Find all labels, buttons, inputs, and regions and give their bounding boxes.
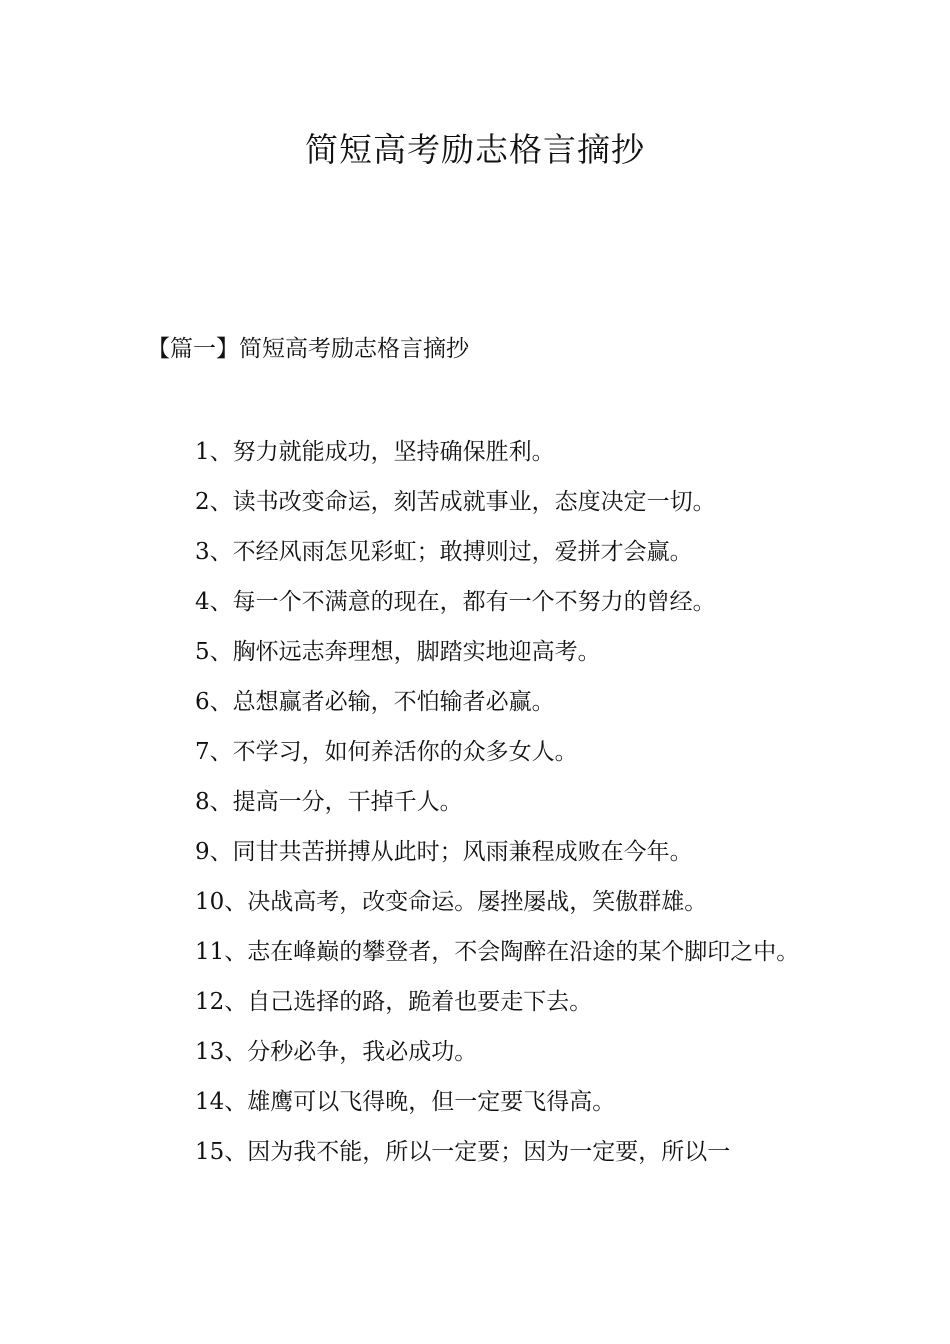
quote-item: 11、志在峰巅的攀登者，不会陶醉在沿途的某个脚印之中。 <box>195 939 800 965</box>
quote-item: 13、分秒必争，我必成功。 <box>195 1039 478 1065</box>
document-title: 简短高考励志格言摘抄 <box>305 130 645 169</box>
quote-item: 7、不学习，如何养活你的众多女人。 <box>195 739 578 765</box>
quote-item: 15、因为我不能，所以一定要；因为一定要，所以一 <box>195 1139 731 1165</box>
quote-item: 4、每一个不满意的现在，都有一个不努力的曾经。 <box>195 589 716 615</box>
quote-item: 2、读书改变命运，刻苦成就事业，态度决定一切。 <box>195 489 716 515</box>
quote-item: 3、不经风雨怎见彩虹；敢搏则过，爱拼才会赢。 <box>195 539 693 565</box>
quote-item: 5、胸怀远志奔理想，脚踏实地迎高考。 <box>195 639 601 665</box>
section-heading: 【篇一】简短高考励志格言摘抄 <box>147 336 469 362</box>
quote-item: 10、决战高考，改变命运。屡挫屡战，笑傲群雄。 <box>195 889 708 915</box>
quote-item: 6、总想赢者必输，不怕输者必赢。 <box>195 689 555 715</box>
quote-item: 1、努力就能成功，坚持确保胜利。 <box>195 439 555 465</box>
quote-item: 8、提高一分，干掉千人。 <box>195 789 463 815</box>
quote-item: 14、雄鹰可以飞得晚，但一定要飞得高。 <box>195 1089 616 1115</box>
quote-list <box>144 427 808 1177</box>
quote-item: 12、自己选择的路，跪着也要走下去。 <box>195 989 593 1015</box>
quote-item: 9、同甘共苦拼搏从此时；风雨兼程成败在今年。 <box>195 839 693 865</box>
